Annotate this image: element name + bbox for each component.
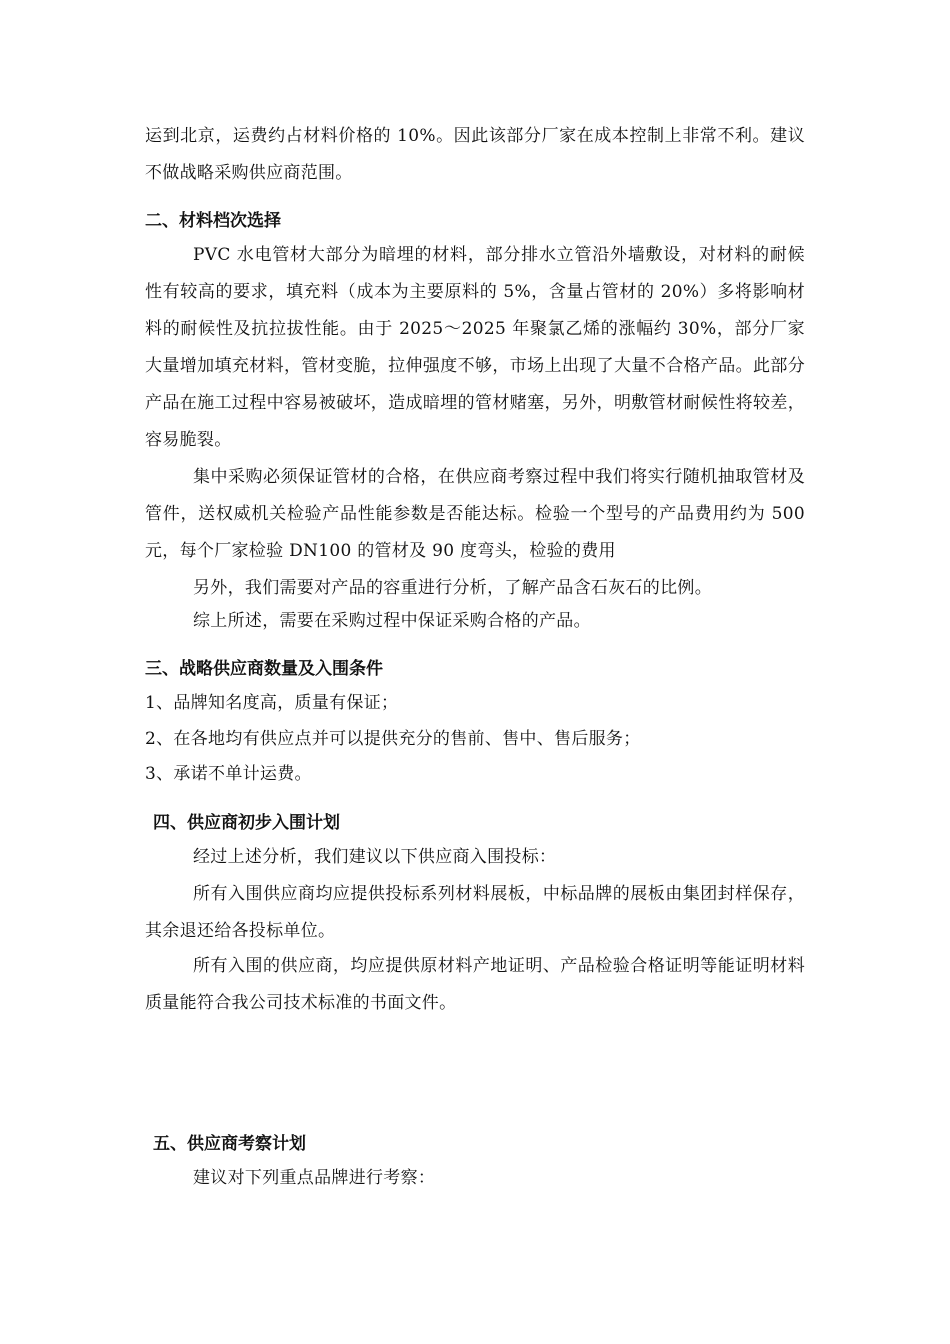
intro-paragraph: 运到北京，运费约占材料价格的 10%。因此该部分厂家在成本控制上非常不利。建议不做战略采购供应商范围。 — [145, 126, 805, 183]
section-2-paragraph-2: 集中采购必须保证管材的合格，在供应商考察过程中我们将实行随机抽取管材及管件，送权威机关检验产品性能参数是否能达标。检验一个型号的产品费用约为 500 元，每个厂家检验 DN100 的管材及 90 度弯头，检验的费用 — [145, 467, 805, 561]
section-2-paragraph-1: PVC 水电管材大部分为暗埋的材料，部分排水立管沿外墙敷设，对材料的耐候性有较高的要求，填充料（成本为主要原料的 5%，含量占管材的 20%）多将影响材料的耐候性及抗拉拔性能。由于 2025～2025 年聚氯乙烯的涨幅约 30%，部分厂家大量增加填充材料，管材变脆，拉伸强度不够，市场上出现了大量不合格产品。此部分产品在施工过程中容易被破坏，造成暗埋的管材赌塞，另外，明敷管材耐候性将较差，容易脆裂。 — [145, 245, 805, 450]
section-2-heading: 二、材料档次选择 — [145, 211, 281, 231]
section-4-paragraph-1: 经过上述分析，我们建议以下供应商入围投标： — [193, 847, 557, 867]
condition-item-2: 2、在各地均有供应点并可以提供充分的售前、售中、售后服务； — [145, 729, 641, 749]
section-3-heading: 三、战略供应商数量及入围条件 — [145, 659, 383, 679]
condition-item-3: 3、承诺不单计运费。 — [145, 764, 312, 784]
section-2-paragraph-3: 另外，我们需要对产品的容重进行分析，了解产品含石灰石的比例。 — [193, 578, 712, 598]
section-4-paragraph-3: 所有入围的供应商，均应提供原材料产地证明、产品检验合格证明等能证明材料质量能符合我公司技术标准的书面文件。 — [145, 956, 805, 1013]
section-5-heading: 五、供应商考察计划 — [153, 1134, 306, 1154]
section-2-paragraph-4: 综上所述，需要在采购过程中保证采购合格的产品。 — [193, 611, 591, 631]
condition-item-1: 1、品牌知名度高，质量有保证； — [145, 693, 399, 713]
section-4-paragraph-2: 所有入围供应商均应提供投标系列材料展板，中标品牌的展板由集团封样保存，其余退还给各投标单位。 — [145, 884, 805, 941]
section-5-paragraph-1: 建议对下列重点品牌进行考察： — [193, 1168, 436, 1188]
section-4-heading: 四、供应商初步入围计划 — [153, 813, 340, 833]
